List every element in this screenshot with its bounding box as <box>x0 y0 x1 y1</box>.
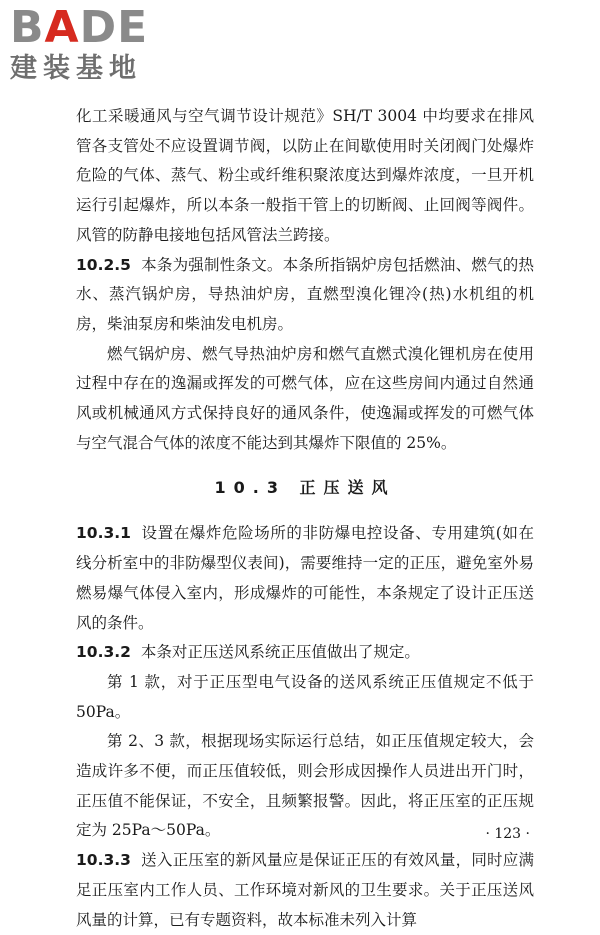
clause-text: 本条为强制性条文。本条所指锅炉房包括燃油、燃气的热水、蒸汽锅炉房，导热油炉房，直燃型溴化锂冷(热)水机组的机房，柴油泵房和柴油发电机房。 <box>76 255 534 333</box>
logo-brand-text <box>10 2 180 53</box>
bade-logo <box>10 2 180 92</box>
clause-number: 10.2.5 <box>76 255 131 274</box>
logo-letter-a: A <box>44 2 80 53</box>
section-title: 10.3 正压送风 <box>214 478 396 498</box>
clause-10-2-5 <box>76 251 534 340</box>
clause-10-3-2 <box>76 638 534 668</box>
clause-number: 10.3.3 <box>76 851 131 870</box>
logo-subtitle: 建装基地 <box>10 53 142 84</box>
clause-number: 10.3.2 <box>76 643 131 662</box>
paragraph-item-1: 第 1 款，对于正压型电气设备的送风系统正压值规定不低于 50Pa。 <box>76 672 534 721</box>
page-number: · 123 · <box>485 826 530 842</box>
clause-10-3-1 <box>76 519 534 638</box>
document-body <box>76 102 534 935</box>
clause-text: 设置在爆炸危险场所的非防爆电控设备、专用建筑(如在线分析室中的非防爆型仪表间)，需要维持一定的正压，避免室外易燃易爆气体侵入室内，形成爆炸的可能性，本条规定了设计正压送风的条件。 <box>76 524 534 632</box>
clause-number: 10.3.1 <box>76 524 131 543</box>
logo-letter-b: B <box>10 2 45 53</box>
clause-text: 本条对正压送风系统正压值做出了规定。 <box>140 643 420 662</box>
paragraph-items-2-3: 第 2、3 款，根据现场实际运行总结，如正压值规定较大，会造成许多不便，而正压值较低，则会形成因操作人员进出开门时，正压值不能保证，不安全，且频繁报警。因此，将正压室的正压规定为 25Pa～50Pa。 <box>76 732 534 840</box>
paragraph-continued: 化工采暖通风与空气调节设计规范》SH/T 3004 中均要求在排风管各支管处不应设置调节阀，以防止在间歇使用时关闭阀门处爆炸危险的气体、蒸气、粉尘或纤维积聚浓度达到爆炸浓度，一旦开机运行引起爆炸，所以本条一般指干管上的切断阀、止回阀等阀件。风管的防静电接地包括风管法兰跨接。 <box>76 107 534 244</box>
logo-letters-de: DE <box>79 2 149 53</box>
clause-text: 送入正压室的新风量应是保证正压的有效风量，同时应满足正压室内工作人员、工作环境对新风的卫生要求。关于正压送风风量的计算，已有专题资料，故本标准未列入计算 <box>76 851 534 929</box>
paragraph-gas-boiler: 燃气锅炉房、燃气导热油炉房和燃气直燃式溴化锂机房在使用过程中存在的逸漏或挥发的可燃气体，应在这些房间内通过自然通风或机械通风方式保持良好的通风条件，使逸漏或挥发的可燃气体与空气混合气体的浓度不能达到其爆炸下限值的 25%。 <box>76 344 534 452</box>
clause-10-3-3 <box>76 846 534 935</box>
